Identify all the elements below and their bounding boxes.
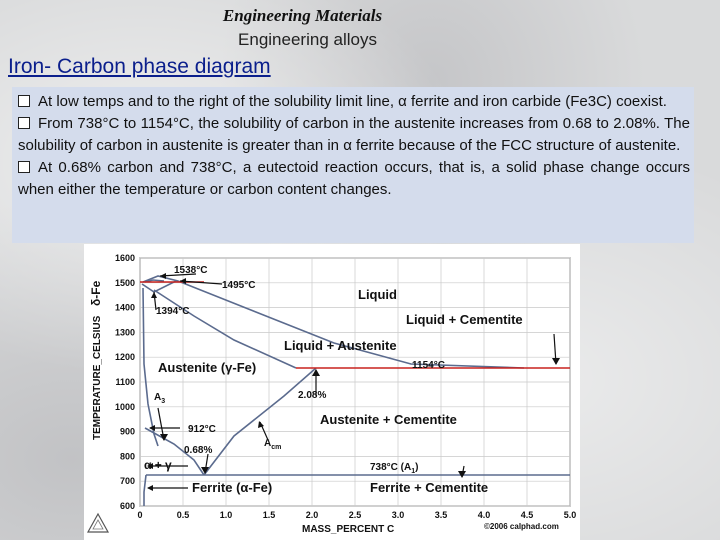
phase-diagram-svg [84, 244, 580, 540]
x-tick-label: 1.0 [219, 510, 233, 520]
y-axis-label: TEMPERATURE_CELSIUS [92, 315, 103, 440]
bullet-item [18, 113, 690, 157]
bullet-text: At 0.68% carbon and 738°C, a eutectoid reaction occurs, that is, a solid phase change occurs when either the temperature or carbon content changes. [18, 159, 690, 198]
y-tick-label: 1100 [115, 377, 135, 387]
y-tick-label: 1000 [114, 401, 135, 412]
bullet-text: At low temps and to the right of the solubility limit line, α ferrite and iron carbide (Fe3C) coexist. [38, 93, 667, 110]
checkbox-bullet-icon [18, 117, 30, 129]
checkbox-bullet-icon [18, 161, 30, 173]
label-austenite-cementite: Austenite + Cementite [320, 412, 457, 427]
label-912: 912°C [188, 424, 216, 435]
label-austenite: Austenite (γ-Fe) [158, 360, 257, 375]
label-liquid-austenite: Liquid + Austenite [284, 338, 397, 353]
bullet-item [18, 91, 690, 113]
course-subtitle: Engineering alloys [238, 30, 377, 49]
label-alpha-gamma: α + γ [144, 458, 172, 472]
label-1538: 1538°C [174, 265, 208, 276]
label-ferrite-cementite: Ferrite + Cementite [370, 480, 489, 495]
x-tick-label: 2.5 [348, 510, 362, 520]
y-tick-label: 600 [119, 501, 135, 511]
y-tick-label: 800 [119, 451, 135, 462]
label-068: 0.68% [184, 445, 213, 456]
delta-fe-label: δ-Fe [89, 280, 103, 306]
label-208: 2.08% [298, 390, 327, 401]
y-tick-label: 700 [119, 476, 135, 487]
x-tick-label: 3.5 [434, 510, 448, 520]
label-738: 738°C $(A_1)$ [370, 462, 419, 475]
label-liquid: Liquid [358, 287, 397, 302]
label-1154: 1154°C [412, 360, 445, 371]
x-tick-label: 0.5 [176, 510, 190, 520]
phase-diagram [84, 244, 580, 540]
label-1495: 1495°C [222, 280, 256, 291]
x-tick-label: 1.5 [262, 510, 276, 520]
label-a3: $A_3$ [154, 392, 166, 405]
checkbox-bullet-icon [18, 95, 30, 107]
x-tick-label: 4.0 [477, 510, 491, 520]
label-acm: $A_{cm}$ [264, 438, 282, 451]
course-title: Engineering Materials [222, 6, 383, 25]
y-tick-label: 1200 [114, 352, 135, 363]
y-tick-label: 1500 [114, 277, 135, 288]
y-tick-label: 1300 [114, 327, 135, 338]
label-1394: 1394°C [156, 306, 190, 317]
x-tick-label: 5.0 [563, 510, 577, 520]
calphad-logo [88, 514, 108, 532]
slide-title: Iron- Carbon phase diagram [8, 55, 271, 78]
x-tick-labels [137, 510, 576, 520]
x-tick-label: 4.5 [520, 510, 534, 520]
credit-text: ©2006 calphad.com [484, 522, 559, 531]
y-tick-label: 1400 [114, 302, 135, 313]
x-tick-label: 2.0 [305, 510, 319, 520]
y-tick-label: 1600 [114, 253, 135, 263]
x-tick-label: 0 [137, 510, 143, 520]
y-tick-label: 900 [119, 426, 135, 437]
label-liquid-cementite: Liquid + Cementite [406, 312, 523, 327]
bullet-item [18, 157, 690, 201]
x-tick-label: 3.0 [391, 510, 405, 520]
label-ferrite: Ferrite (α-Fe) [192, 480, 273, 495]
bullet-box [12, 87, 694, 243]
y-tick-labels [115, 253, 135, 511]
bullet-text: From 738°C to 1154°C, the solubility of carbon in the austenite increases from 0.68 to 2.08%. The solubility of carbon in austenite is greater than in α ferrite because of the FCC structure of austenite. [18, 115, 690, 154]
x-axis-label: MASS_PERCENT C [302, 524, 395, 535]
